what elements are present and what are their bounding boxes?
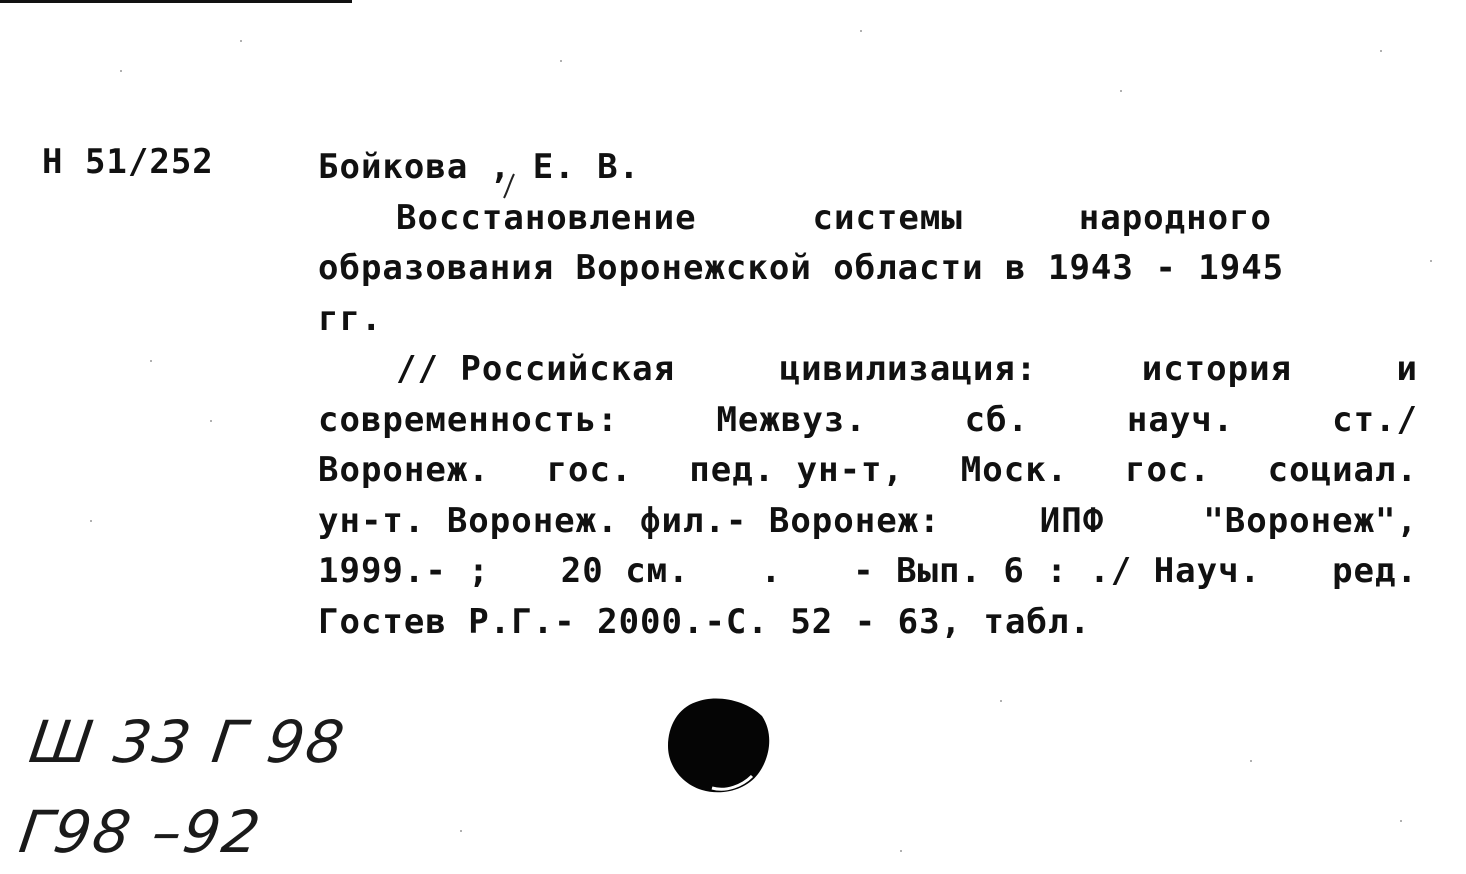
card-top-edge [0, 0, 352, 3]
title-line-1 [318, 193, 1418, 244]
source-word: гос. [546, 450, 633, 490]
source-word: "Воронеж", [1203, 500, 1418, 541]
source-word: пед. ун-т, [689, 450, 904, 490]
source-word: гос. [1124, 450, 1211, 490]
source-word: . [760, 551, 783, 591]
punch-hole [666, 696, 772, 796]
speckle [560, 60, 562, 62]
source-line-1 [318, 344, 1418, 395]
speckle [1400, 820, 1402, 822]
source-word: Межвуз. [716, 399, 867, 440]
speckle [240, 40, 242, 42]
pencil-tick-mark [502, 172, 516, 200]
source-word: науч. [1126, 399, 1235, 440]
title-word: народного [1078, 197, 1272, 238]
source-word: цивилизация: [779, 349, 1038, 389]
title-line-2: образования Воронежской области в 1943 - 1945 [318, 248, 1285, 288]
speckle [1250, 760, 1252, 762]
source-word: 20 см. [560, 551, 690, 591]
source-word: современность: [318, 399, 619, 440]
source-word: и [1396, 349, 1418, 389]
title-line-3: гг. [318, 298, 383, 339]
handwritten-shelf-mark: Ш 33 Г 98 [25, 708, 351, 776]
source-word: - Вып. 6 : ./ Науч. [853, 551, 1262, 591]
speckle [460, 830, 462, 832]
source-word: Моск. [960, 450, 1069, 490]
speckle [1380, 50, 1382, 52]
source-word: социал. [1267, 450, 1418, 490]
source-line-4 [318, 496, 1418, 547]
speckle [210, 420, 212, 422]
source-word: Воронеж. [318, 450, 490, 490]
source-line-2 [318, 395, 1418, 446]
bibliographic-entry [318, 142, 1418, 647]
source-word: 1999.- ; [318, 551, 490, 591]
speckle [860, 30, 862, 32]
source-word: сб. [964, 399, 1030, 440]
title-word: системы [812, 197, 963, 238]
speckle [120, 70, 122, 72]
handwritten-classification: Г98 –92 [15, 798, 267, 866]
title-word: Восстановление [396, 197, 697, 238]
source-word: ред. [1332, 551, 1418, 591]
speckle [1120, 90, 1122, 92]
source-line-5 [318, 546, 1418, 597]
speckle [900, 850, 902, 852]
speckle [1000, 700, 1002, 702]
speckle [90, 520, 92, 522]
source-line-3 [318, 445, 1418, 496]
source-word: ИПФ [1039, 500, 1105, 541]
source-word: ст./ [1332, 399, 1418, 440]
source-word: // Российская [396, 349, 676, 389]
speckle [1430, 260, 1432, 262]
speckle [150, 360, 152, 362]
call-number: Н 51/252 [42, 142, 214, 182]
source-word: история [1141, 349, 1293, 389]
author-line: Бойкова , Е. В. [318, 147, 641, 187]
source-line-6: Гостев Р.Г.- 2000.-С. 52 - 63, табл. [318, 601, 1091, 642]
source-word: ун-т. Воронеж. фил.- Воронеж: [318, 500, 941, 541]
